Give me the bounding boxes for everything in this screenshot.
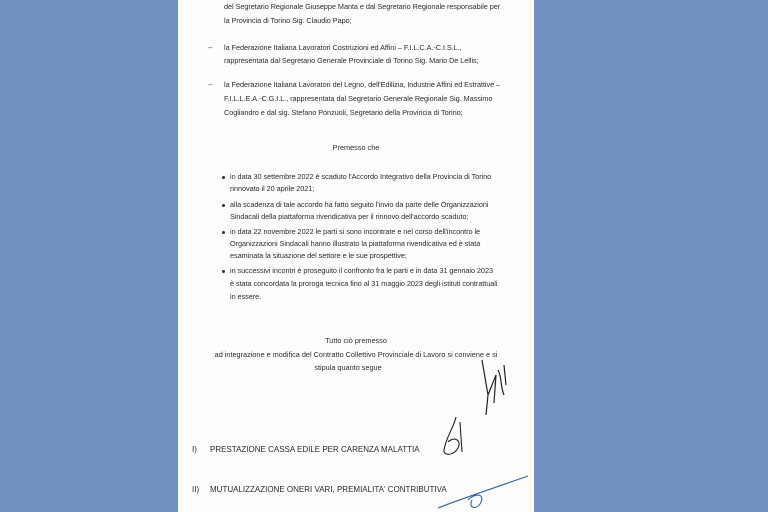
section-2-title: MUTUALIZZAZIONE ONERI VARI, PREMIALITA' CONTRIBUTIVA <box>210 485 447 494</box>
premessa-2-line-2: Sindacali della piattaforma rivendicativa per il rinnovo dell'accordo scaduto; <box>230 212 469 221</box>
premessa-3-line-3: esaminata la situazione del settore e le sue prospettive; <box>230 251 407 260</box>
bullet <box>222 176 225 179</box>
party-1-line-1: la Federazione Italiana Lavoratori Costruzioni ed Affini – F.I.L.C.A.-C.I.S.L., <box>224 43 462 52</box>
intro-line-2: la Provincia di Torino Sig. Claudio Papo; <box>224 16 352 25</box>
premessa-4-line-2: è stata concordata la proroga tecnica fino al 31 maggio 2023 degli istituti contrattuali <box>230 279 498 288</box>
section-1-title: PRESTAZIONE CASSA EDILE PER CARENZA MALATTIA <box>210 445 420 454</box>
party-1-line-2: rappresentata dal Segretario Generale Provinciale di Torino Sig. Mario De Lellis; <box>224 56 479 65</box>
signature-mark-2 <box>436 412 486 462</box>
conclusion-line-1: Tutto ciò premesso <box>325 336 387 345</box>
bullet <box>222 270 225 273</box>
party-dash: – <box>208 80 213 89</box>
section-2-number: II) <box>192 485 200 494</box>
party-2-line-2: F.I.L.L.E.A.-C.G.I.L., rappresentata dal Segretario Generale Regionale Sig. Massimo <box>224 94 493 103</box>
intro-line-1: del Segretario Regionale Giuseppe Manta e dal Segretario Regionale responsabile per <box>224 2 501 11</box>
premessa-4-line-1: in successivi incontri è proseguito il confronto fra le parti e in data 31 gennaio 2023 <box>230 266 493 275</box>
signature-mark-3 <box>428 470 534 512</box>
premessa-4-line-3: in essere. <box>230 292 262 301</box>
conclusion-line-2: ad integrazione e modifica del Contratto Collettivo Provinciale di Lavoro si conviene e si <box>214 350 498 359</box>
premessa-1-line-2: rinnovato il 20 aprile 2021; <box>230 184 315 193</box>
document-page <box>178 0 534 512</box>
bullet <box>222 204 225 207</box>
premessa-2-line-1: alla scadenza di tale accordo ha fatto seguito l'invio da parte delle Organizzazioni <box>230 200 489 209</box>
premessa-3-line-1: in data 22 novembre 2022 le parti si sono incontrate e nel corso dell'incontro le <box>230 227 481 236</box>
premessa-1-line-1: in data 30 settembre 2022 è scaduto l'Accordo Integrativo della Provincia di Torino <box>230 172 492 181</box>
premesso-heading: Premesso che <box>332 143 380 152</box>
section-1-number: I) <box>192 445 197 454</box>
bullet <box>222 231 225 234</box>
party-dash: – <box>208 43 213 52</box>
conclusion-line-3: stipula quanto segue <box>314 363 382 372</box>
party-2-line-1: la Federazione Italiana Lavoratori del Legno, dell'Edilizia, Industrie Affini ed Estrattive – <box>224 80 501 89</box>
party-2-line-3: Cogliandro e dal sig. Stefano Ponzuoli, Segretario della Provincia di Torino; <box>224 108 463 117</box>
premessa-3-line-2: Organizzazioni Sindacali hanno illustrato la piattaforma rivendicativa ed è stata <box>230 239 481 248</box>
